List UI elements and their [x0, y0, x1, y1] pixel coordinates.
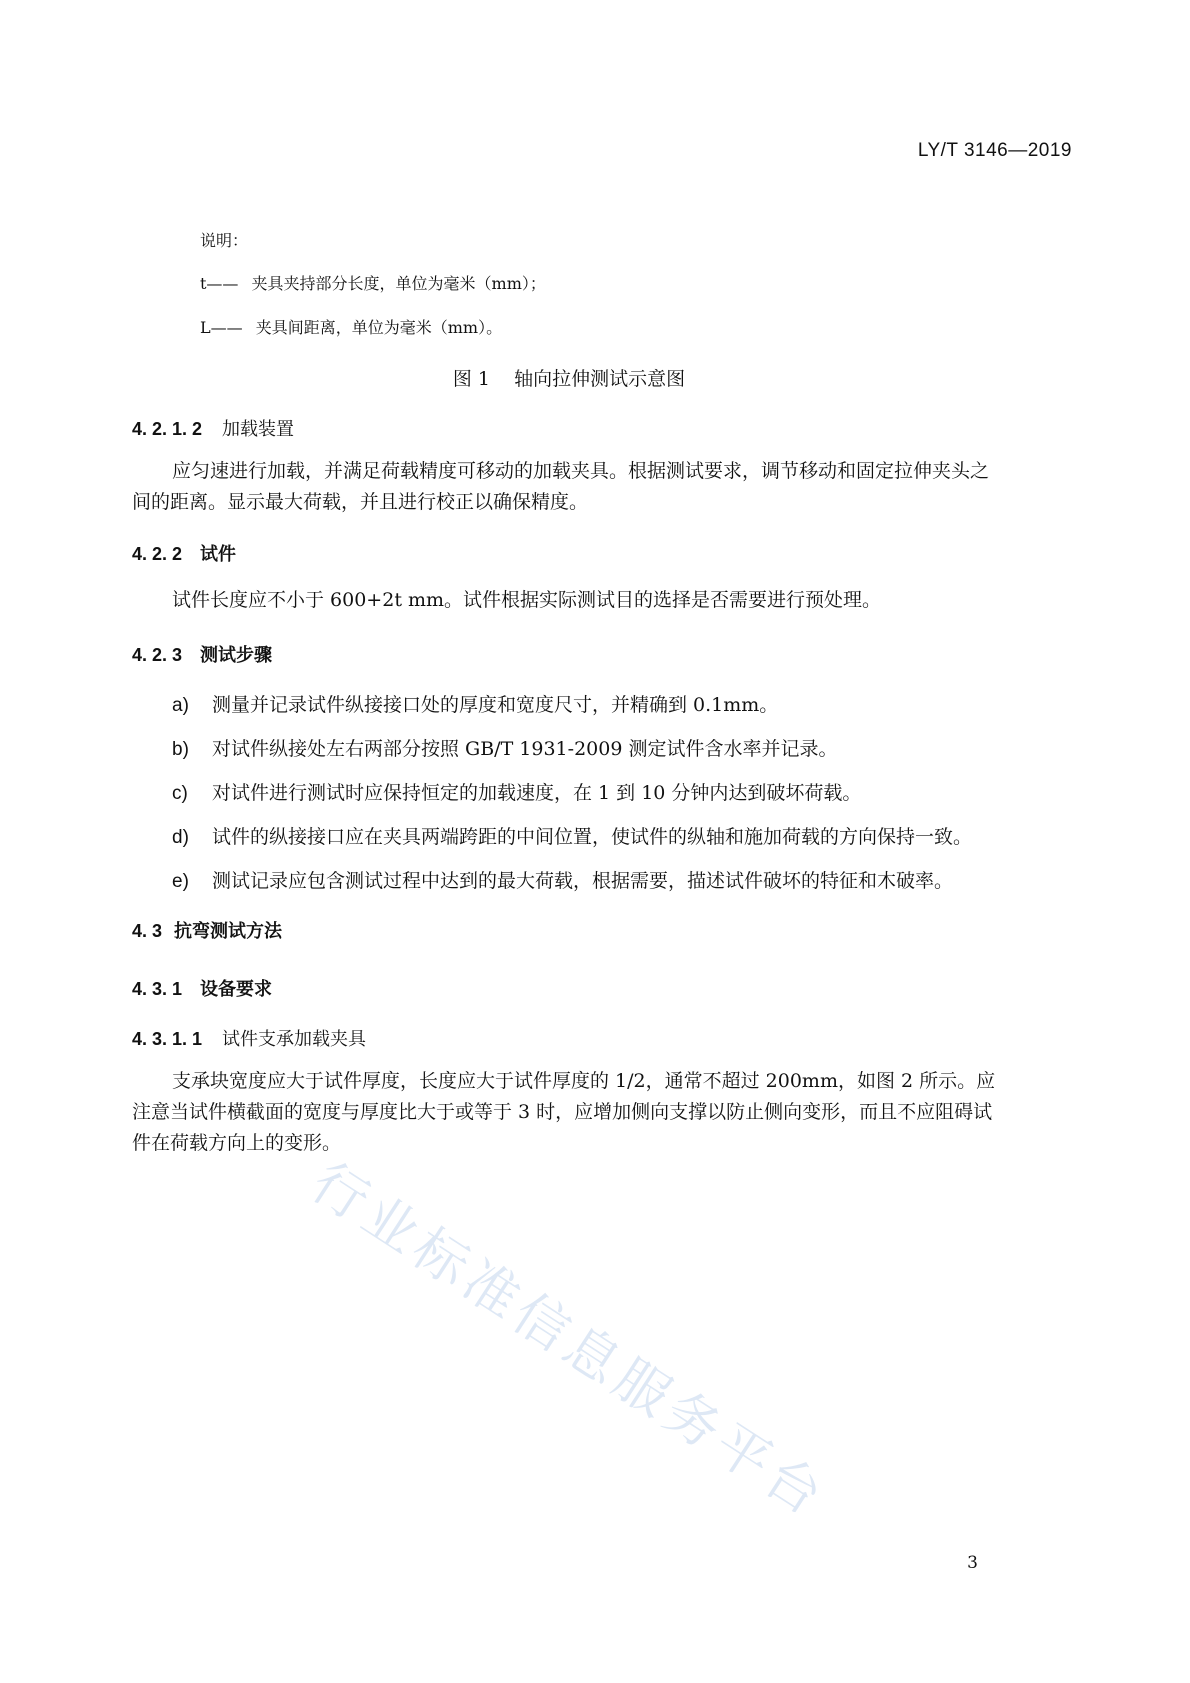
list-marker: d): [172, 827, 189, 848]
section-number: 4. 2. 2: [132, 544, 183, 564]
section-4-2-1-2-paragraph: 应匀速进行加载，并满足荷载精度可移动的加载夹具。根据测试要求，调节移动和固定拉伸夹头之间的距离。显示最大荷载，并且进行校正以确保精度。: [132, 460, 990, 513]
notes-label: 说明：: [200, 231, 249, 250]
list-item: [172, 866, 953, 893]
section-title: 加载装置: [222, 419, 294, 440]
page-number: 3: [967, 1553, 978, 1573]
note-symbol: L——: [200, 318, 243, 337]
section-title: 试件支承加载夹具: [222, 1029, 366, 1050]
note-t: [200, 271, 546, 294]
note-l: [200, 315, 502, 338]
list-item: [172, 778, 861, 805]
section-number: 4. 2. 3: [132, 645, 183, 665]
section-title: 试件: [200, 544, 236, 565]
section-number: 4. 3. 1. 1: [132, 1029, 203, 1049]
list-item: [172, 690, 778, 717]
section-number: 4. 3: [132, 921, 163, 941]
list-text: 测试记录应包含测试过程中达到的最大荷载，根据需要，描述试件破坏的特征和木破率。: [212, 870, 954, 892]
list-text: 对试件进行测试时应保持恒定的加载速度，在 1 到 10 分钟内达到破坏荷载。: [212, 782, 862, 804]
section-4-2-3-heading: [132, 641, 272, 667]
section-number: 4. 2. 1. 2: [132, 419, 203, 439]
figure-caption: 图 1 轴向拉伸测试示意图: [452, 368, 686, 390]
standard-code: LY/T 3146—2019: [917, 140, 1072, 161]
list-item: [172, 734, 837, 761]
section-4-2-2-paragraph: 试件长度应不小于 600+2t mm。试件根据实际测试目的选择是否需要进行预处理。: [172, 589, 882, 611]
section-4-3-1-1-paragraph: 支承块宽度应大于试件厚度，长度应大于试件厚度的 1/2，通常不超过 200mm，如图 2 所示。应注意当试件横截面的宽度与厚度比大于或等于 3 时，应增加侧向支撑以防止侧向变形，而且不应阻碍试件在荷载方向上的变形。: [132, 1070, 996, 1154]
section-4-3-1-1-heading: [132, 1025, 366, 1051]
section-title: 抗弯测试方法: [174, 921, 282, 942]
section-title: 设备要求: [200, 979, 272, 1000]
section-number: 4. 3. 1: [132, 979, 183, 999]
list-marker: b): [172, 739, 189, 760]
section-4-3-1-heading: [132, 975, 272, 1001]
list-marker: a): [172, 695, 189, 716]
section-4-2-2-heading: [132, 540, 236, 566]
list-text: 试件的纵接接口应在夹具两端跨距的中间位置，使试件的纵轴和施加荷载的方向保持一致。: [212, 826, 973, 848]
list-marker: c): [172, 783, 188, 804]
list-text: 对试件纵接处左右两部分按照 GB/T 1931-2009 测定试件含水率并记录。: [212, 738, 838, 760]
list-item: [172, 822, 972, 849]
section-4-2-1-2-heading: [132, 415, 294, 441]
note-text: 夹具夹持部分长度，单位为毫米（mm）；: [251, 274, 546, 293]
list-text: 测量并记录试件纵接接口处的厚度和宽度尺寸，并精确到 0.1mm。: [212, 694, 779, 716]
list-marker: e): [172, 871, 189, 892]
note-text: 夹具间距离，单位为毫米（mm）。: [255, 318, 503, 337]
section-4-3-heading: [132, 917, 282, 943]
watermark: 行业标准信息服务平台: [300, 1150, 839, 1531]
note-symbol: t——: [200, 274, 239, 293]
section-title: 测试步骤: [200, 645, 272, 666]
